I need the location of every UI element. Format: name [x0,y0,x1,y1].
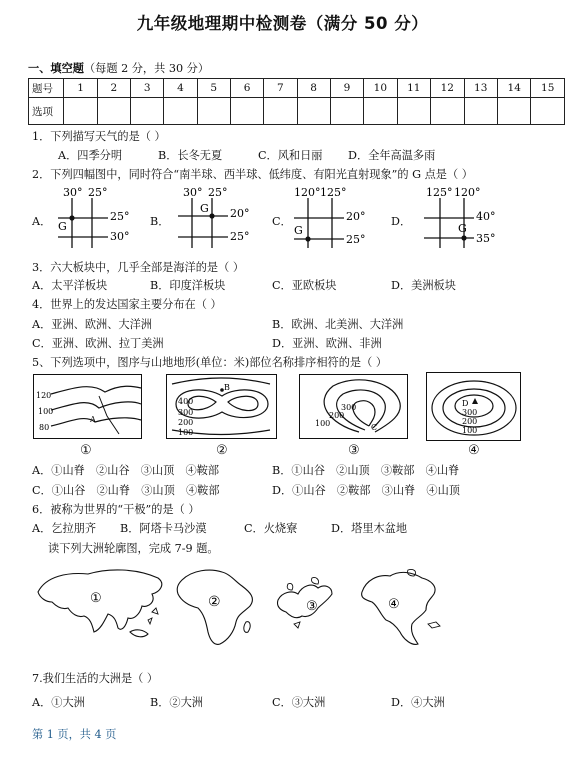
q5-figure-1 [33,374,143,440]
question-number-cell: 9 [330,79,363,98]
point-label: G [458,222,467,235]
question-number-cell: 14 [497,79,530,98]
contour-label: 100 [38,407,54,416]
lon-label: 25° [88,186,108,199]
q5-figure-2 [166,374,278,440]
q1-stem: 1．下列描写天气的是（ ） [32,130,166,143]
point-label: G [58,220,67,233]
q4-option-a: A．亚洲、欧洲、大洋洲 [32,318,152,331]
question-number-cell: 8 [297,79,330,98]
q2-graph-a [50,186,140,252]
lon-label: 30° [63,186,83,199]
answer-cell[interactable] [397,98,430,125]
q7-option-d: D．④大洲 [391,696,445,709]
q7-stem: 7.我们生活的大洲是（ ） [32,672,159,685]
question-number-cell: 5 [197,79,230,98]
question-number-cell: 4 [164,79,197,98]
q2-stem: 2．下列四幅图中，同时符合“南半球、西半球、低纬度、有阳光直射现象”的 G 点是（ ） [32,168,473,181]
row-label-option: 选项 [29,98,64,125]
question-number-cell: 6 [230,79,263,98]
q5-option-a: A．①山脊 ②山谷 ③山顶 ④鞍部 [32,464,220,477]
point-label: C [371,423,378,432]
question-number-cell: 12 [431,79,464,98]
point-label: G [294,224,303,237]
lon-label: 125° [320,186,347,199]
contour-label: 80 [39,423,50,432]
row-label-number: 题号 [29,79,64,98]
q4-option-c: C．亚洲、欧洲、拉丁美洲 [32,337,164,350]
answer-table-number-row [29,79,565,98]
q5-figure-4 [426,372,522,442]
question-number-cell: 11 [397,79,430,98]
q3-option-c: C．亚欧板块 [272,279,337,292]
question-number-cell: 7 [264,79,297,98]
answer-cell[interactable] [297,98,330,125]
answer-cell[interactable] [197,98,230,125]
contour-label: 120 [36,391,52,400]
lon-label: 125° [426,186,453,199]
answer-cell[interactable] [131,98,164,125]
figure-number: ① [80,443,92,458]
read-intro: 读下列大洲轮廓图，完成 7-9 题。 [48,542,219,555]
page-footer: 第 1 页，共 4 页 [32,728,117,741]
contour-label: 300 [178,408,194,417]
lat-label: 35° [476,232,496,245]
q6-option-c: C．火烧寮 [244,522,298,535]
lon-label: 120° [454,186,481,199]
contour-label: 100 [462,426,478,435]
q5-figure-3 [299,374,409,440]
q5-stem: 5、下列选项中，图序与山地地形(单位：米)部位名称排序相符的是（ ） [32,356,388,369]
contour-label: 100 [315,419,331,428]
q1-option-c: C．风和日丽 [258,149,323,162]
q4-option-b: B．欧洲、北美洲、大洋洲 [272,318,404,331]
q5-option-d: D．①山谷 ②鞍部 ③山脊 ④山顶 [272,484,460,497]
q6-option-d: D．塔里木盆地 [331,522,408,535]
q2-graph-c [284,186,384,252]
contour-label: 200 [178,418,194,427]
lat-label: 25° [346,233,366,246]
q5-option-c: C．①山谷 ②山脊 ③山顶 ④鞍部 [32,484,220,497]
continent-number: ④ [388,597,400,612]
q2-graph-d [412,186,512,252]
continent-number: ③ [306,599,318,614]
answer-cell[interactable] [431,98,464,125]
q5-option-b: B．①山谷 ②山顶 ③鞍部 ④山脊 [272,464,460,477]
answer-cell[interactable] [464,98,497,125]
answer-table-option-row [29,98,565,125]
q3-option-d: D．美洲板块 [391,279,456,292]
figure-number: ② [216,443,228,458]
question-number-cell: 15 [531,79,565,98]
q7-option-a: A．①大洲 [32,696,85,709]
q1-option-a: A．四季分明 [58,149,123,162]
answer-cell[interactable] [364,98,397,125]
contour-label: 300 [341,403,357,412]
q6-stem: 6．被称为世界的“干极”的是（ ） [32,503,200,516]
lat-label: 30° [110,230,130,243]
lon-label: 25° [208,186,228,199]
lat-label: 20° [346,210,366,223]
q1-option-b: B．长冬无夏 [158,149,223,162]
point-label: A [90,415,96,424]
contour-label: 300 [462,408,478,417]
q1-option-d: D．全年高温多雨 [348,149,436,162]
figure-number: ④ [468,443,480,458]
section-title: 一、填空题 [28,62,84,75]
section-heading [28,60,209,76]
q3-stem: 3．六大板块中，几乎全部是海洋的是（ ） [32,261,245,274]
question-number-cell: 1 [64,79,97,98]
q2-letter-c: C． [272,215,292,228]
q3-option-a: A．太平洋板块 [32,279,108,292]
answer-table [28,78,565,125]
page-title: 九年级地理期中检测卷（满分 50 分） [136,14,429,33]
question-number-cell: 13 [464,79,497,98]
q2-graph-b [170,186,260,252]
answer-cell[interactable] [97,98,130,125]
lon-label: 30° [183,186,203,199]
q2-letter-d: D． [391,215,412,228]
question-number-cell: 3 [131,79,164,98]
q4-option-d: D．亚洲、欧洲、非洲 [272,337,382,350]
continent-number: ① [90,591,102,606]
contour-label: 200 [462,417,478,426]
continent-map-4 [356,566,446,648]
q3-option-b: B．印度洋板块 [150,279,226,292]
question-number-cell: 2 [97,79,130,98]
lat-label: 40° [476,210,496,223]
answer-cell[interactable] [64,98,97,125]
section-note: （每题 2 分，共 30 分） [83,62,210,75]
continent-map-3 [268,572,344,634]
answer-cell[interactable] [164,98,197,125]
point-label: G [200,202,209,215]
continent-map-1 [32,562,170,642]
q2-letter-b: B． [150,215,170,228]
answer-cell[interactable] [497,98,530,125]
q6-option-a: A．乞拉朋齐 [32,522,97,535]
answer-cell[interactable] [531,98,565,125]
q7-option-b: B．②大洲 [150,696,203,709]
lat-label: 20° [230,207,250,220]
q6-option-b: B．阿塔卡马沙漠 [120,522,207,535]
q7-option-c: C．③大洲 [272,696,326,709]
continent-map-2 [170,562,260,648]
answer-cell[interactable] [330,98,363,125]
continent-number: ② [208,594,221,610]
lat-label: 25° [110,210,130,223]
lat-label: 25° [230,230,250,243]
answer-cell[interactable] [264,98,297,125]
contour-label: 200 [329,411,345,420]
answer-cell[interactable] [230,98,263,125]
point-label: D [462,399,469,408]
contour-label: 100 [178,428,194,437]
q4-stem: 4．世界上的发达国家主要分布在（ ） [32,298,222,311]
point-label: B [224,383,230,392]
question-number-cell: 10 [364,79,397,98]
lon-label: 120° [294,186,321,199]
figure-number: ③ [348,443,360,458]
q2-letter-a: A． [32,215,52,228]
contour-label: 400 [178,397,194,406]
